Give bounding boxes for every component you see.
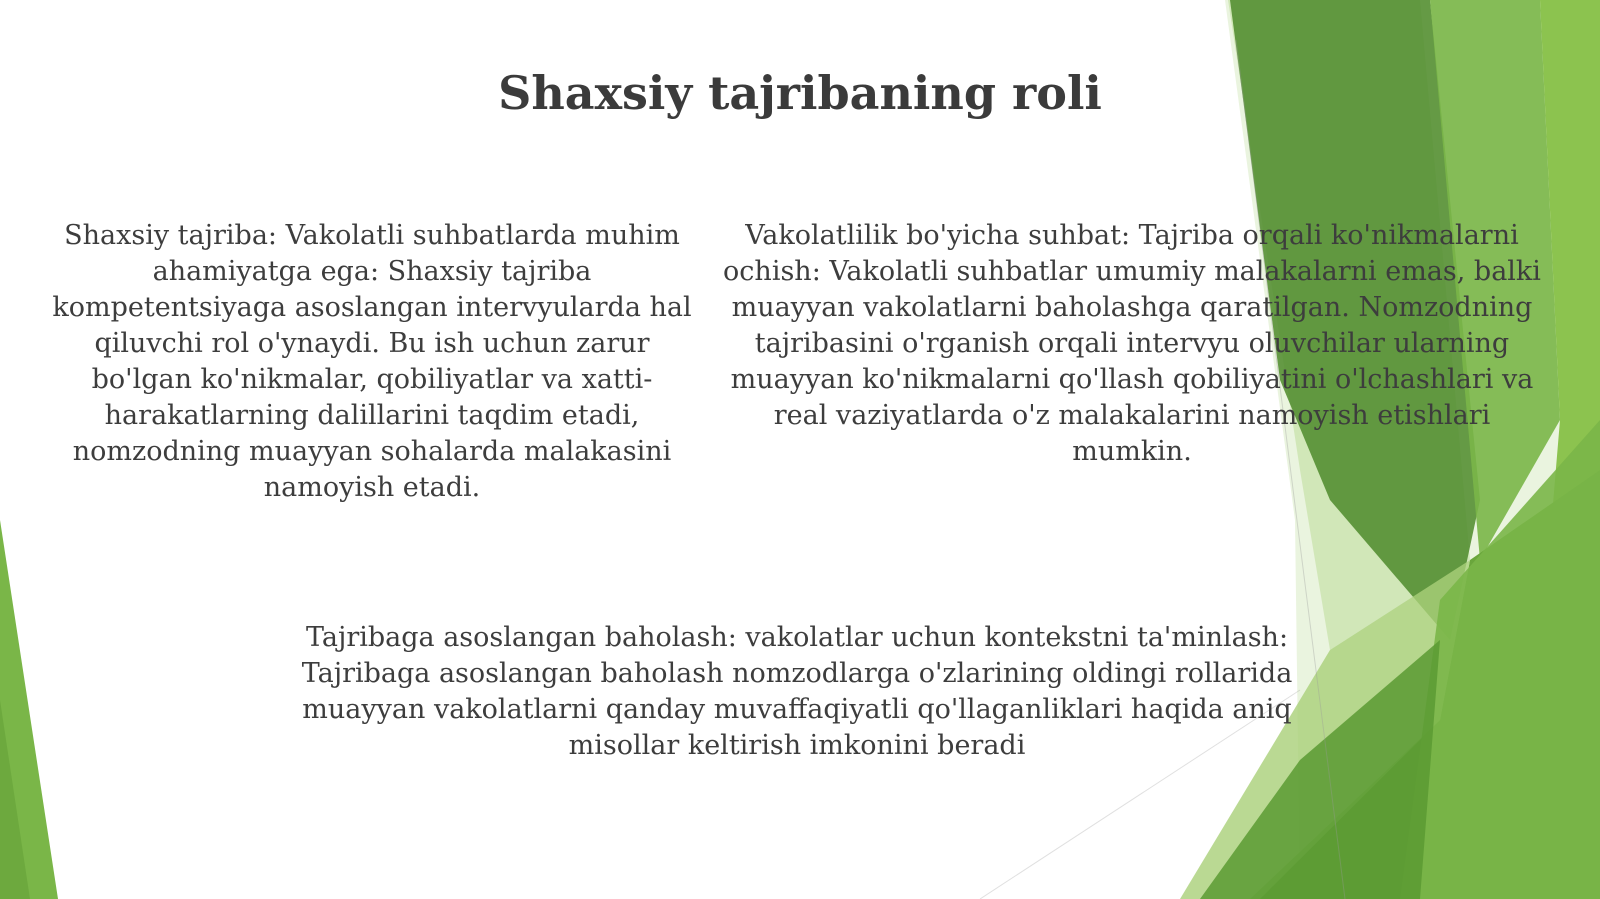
left-text-block: Shaxsiy tajriba: Vakolatli suhbatlarda muhim ahamiyatga ega: Shaxsiy tajriba kompetentsiyaga asoslangan intervyularda hal qiluvchi rol o'ynaydi. Bu ish uchun zarur bo'lgan ko'nikmalar, qobiliyatlar va xatti-harakatlarning dalillarini taqdim etadi, nomzodning muayyan sohalarda malakasini namoyish etadi. xyxy=(52,220,692,503)
right-text-block: Vakolatlilik bo'yicha suhbat: Tajriba orqali ko'nikmalarni ochish: Vakolatli suhbatlar umumiy malakalarni emas, balki muayyan vakolatlarni baholashga qaratilgan. Nomzodning tajribasini o'rganish orqali intervyu oluvchilar ularning muayyan ko'nikmalarni qo'llash qobiliyatini o'lchashlari va real vaziyatlarda o'z malakalarini namoyish etishlari mumkin. xyxy=(723,220,1541,467)
bottom-text-block: Tajribaga asoslangan baholash: vakolatlar uchun kontekstni ta'minlash: Tajribaga asoslangan baholash nomzodlarga o'zlarining oldingi rollarida muayyan vakolatlarni qanday muvaffaqiyatli qo'llaganliklari haqida aniq misollar keltirish imkonini beradi xyxy=(301,622,1293,761)
slide-title: Shaxsiy tajribaning roli xyxy=(498,66,1102,120)
